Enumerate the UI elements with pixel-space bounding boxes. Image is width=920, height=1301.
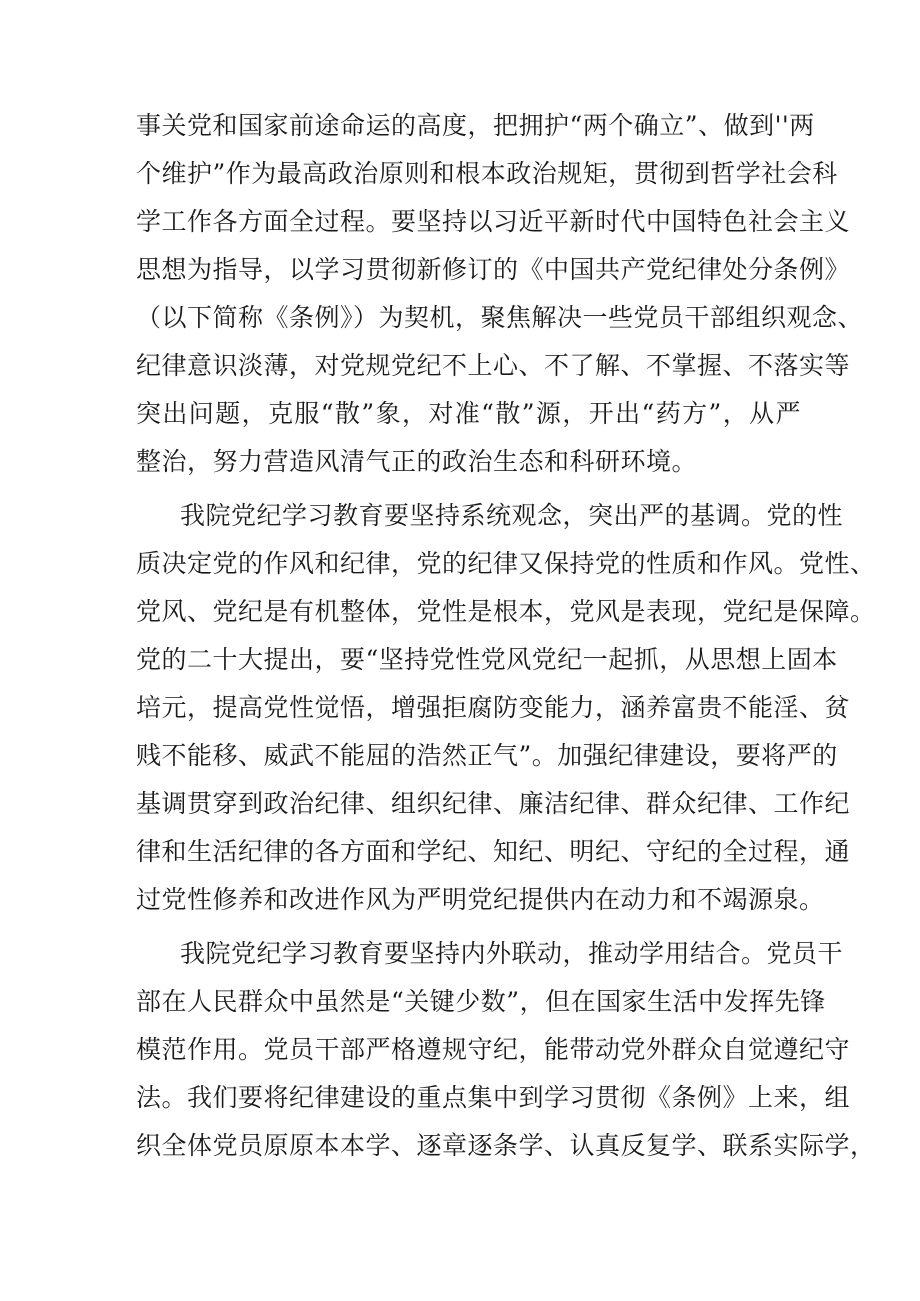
text-line: 部在人民群众中虽然是“关键少数”，但在国家生活中发挥先锋 [136, 987, 826, 1016]
text-line: 过党性修养和改进作风为严明党纪提供内在动力和不竭源泉。 [136, 885, 825, 914]
text-line: 我院党纪学习教育要坚持内外联动，推动学用结合。党员干 [180, 939, 844, 968]
paragraph-1 [136, 102, 864, 486]
text-line: 纪律意识淡薄，对党规党纪不上心、不了解、不掌握、不落实等 [136, 351, 851, 380]
text-line: 思想为指导，以学习贯彻新修订的《中国共产党纪律处分条例》 [136, 255, 851, 284]
text-line: 法。我们要将纪律建设的重点集中到学习贯彻《条例》上来，组 [136, 1083, 851, 1112]
paragraph-3 [136, 930, 876, 1170]
text-line: 质决定党的作风和纪律，党的纪律又保持党的性质和作风。党性、 [136, 549, 876, 578]
text-line: 突出问题，克服“散”象，对准“散”源，开出“药方”，从严 [136, 399, 801, 428]
text-line: 模范作用。党员干部严格遵规守纪，能带动党外群众自觉遵纪守 [136, 1035, 851, 1064]
text-line: 织全体党员原原本本学、逐章逐条学、认真反复学、联系实际学， [136, 1131, 876, 1160]
text-line: 个维护”作为最高政治原则和根本政治规矩，贯彻到哲学社会科 [136, 159, 838, 188]
text-line: 培元，提高党性觉悟，增强拒腐防变能力，涵养富贵不能淫、贫 [136, 693, 851, 722]
body-text [136, 102, 876, 1170]
text-line: 基调贯穿到政治纪律、组织纪律、廉洁纪律、群众纪律、工作纪 [136, 789, 851, 818]
paragraph-2 [136, 492, 876, 924]
text-line: （以下简称《条例》）为契机，聚焦解决一些党员干部组织观念、 [136, 303, 864, 332]
text-line: 我院党纪学习教育要坚持系统观念，突出严的基调。党的性 [180, 501, 844, 530]
text-line: 律和生活纪律的各方面和学纪、知纪、明纪、守纪的全过程，通 [136, 837, 851, 866]
text-line: 学工作各方面全过程。要坚持以习近平新时代中国特色社会主义 [136, 207, 851, 236]
text-line: 整治，努力营造风清气正的政治生态和科研环境。 [136, 447, 698, 476]
text-line: 党风、党纪是有机整体，党性是根本，党风是表现，党纪是保障。 [136, 597, 876, 626]
text-line: 党的二十大提出，要“坚持党性党风党纪一起抓，从思想上固本 [136, 645, 838, 674]
text-line: 事关党和国家前途命运的高度，把拥护“两个确立”、做到''两 [136, 111, 815, 140]
text-line: 贱不能移、威武不能屈的浩然正气”。加强纪律建设，要将严的 [136, 741, 838, 770]
